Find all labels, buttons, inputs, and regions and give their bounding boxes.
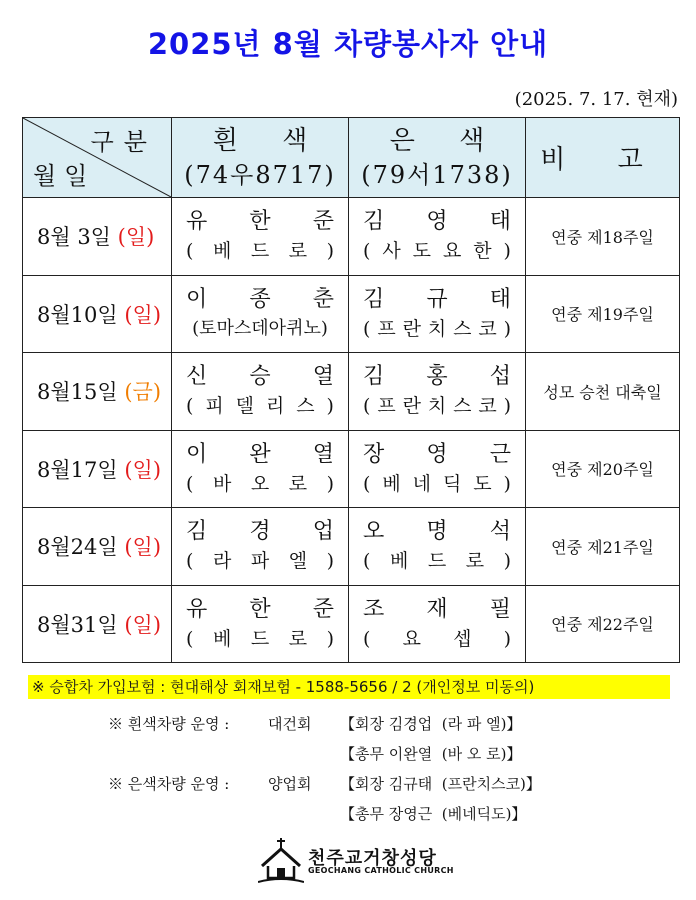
white-car-plate: (74우8717) [184, 160, 336, 189]
table-row [23, 275, 680, 353]
baptismal-char: ) [503, 240, 511, 263]
baptismal-char: ) [503, 550, 511, 573]
weekday: (일) [124, 457, 162, 482]
silver-volunteer-name [363, 440, 511, 470]
church-name-korean: 천주교거창성당 [308, 848, 437, 869]
white-volunteer-name [186, 207, 334, 237]
baptismal-char: ( [186, 240, 194, 263]
white-volunteer-cell [172, 585, 349, 663]
weekday: (일) [124, 302, 162, 327]
name-char: 조 [363, 596, 385, 622]
baptismal-char: 드 [427, 550, 447, 573]
silver-volunteer-cell [349, 585, 526, 663]
church-logo [258, 836, 458, 886]
baptismal-char: ( [363, 395, 371, 418]
date-cell [23, 353, 172, 431]
page-title: 2025년 8월 차량봉사자 안내 [147, 27, 549, 61]
silver-car-label: 은 색 [389, 125, 503, 156]
white-volunteer-name [186, 517, 334, 547]
baptismal-char: ) [326, 472, 334, 495]
silver-baptismal-name [363, 315, 511, 343]
schedule-table [22, 117, 680, 663]
baptismal-char: 치 [427, 317, 447, 340]
silver-volunteer-name [363, 517, 511, 547]
baptismal-char: ) [503, 395, 511, 418]
baptismal-char: ( [363, 472, 371, 495]
note-cell: 연중 제21주일 [526, 508, 680, 586]
name-char: 명 [426, 519, 448, 545]
name-char: 업 [312, 519, 334, 545]
date-cell [23, 508, 172, 586]
name-char: 영 [426, 441, 448, 467]
white-volunteer-cell [172, 353, 349, 431]
baptismal-char: 코 [478, 317, 497, 340]
silver-volunteer-name [363, 285, 511, 315]
white-volunteer-cell [172, 198, 349, 276]
silver-baptismal-name [363, 470, 511, 498]
baptismal-char: 베 [382, 472, 401, 495]
date-cell [23, 198, 172, 276]
baptismal-char: ( [186, 550, 194, 573]
white-baptismal-name [186, 625, 334, 653]
white-baptismal-name [186, 547, 334, 575]
note-cell: 연중 제22주일 [526, 585, 680, 663]
baptismal-char: 네 [412, 472, 432, 495]
baptismal-char: 드 [250, 627, 270, 650]
white-ops-label: ※ 흰색차량 운영 : [108, 715, 230, 733]
table-row [23, 585, 680, 663]
name-char: 한 [249, 596, 271, 622]
baptismal-char: 엘 [288, 550, 308, 573]
baptismal-char: 로 [288, 472, 308, 495]
date-text: 8월24일 [37, 535, 118, 560]
silver-volunteer-cell [349, 430, 526, 508]
date-cell [23, 430, 172, 508]
baptismal-char: ( [186, 627, 194, 650]
baptismal-char: 피 [205, 395, 224, 418]
name-char: 종 [249, 286, 271, 312]
white-baptismal-name [186, 392, 334, 420]
silver-ops-chair: 【회장 김규태 (프란치스코)】 [340, 775, 541, 793]
silver-volunteer-cell [349, 508, 526, 586]
silver-baptismal-name [363, 547, 511, 575]
name-char: 태 [489, 209, 511, 235]
weekday: (금) [124, 380, 162, 405]
baptismal-char: 스 [453, 317, 472, 340]
baptismal-char: 요 [442, 240, 462, 263]
as-of-date: (2025. 7. 17. 현재) [514, 89, 678, 110]
name-char: 춘 [312, 286, 334, 312]
baptismal-char: 리 [265, 395, 285, 418]
baptismal-char: ( [363, 550, 371, 573]
name-char: 유 [186, 209, 208, 235]
note-cell: 연중 제19주일 [526, 275, 680, 353]
note-cell: 연중 제20주일 [526, 430, 680, 508]
baptismal-char: 요 [402, 627, 421, 650]
baptismal-char: 사 [382, 240, 401, 263]
silver-volunteer-cell [349, 275, 526, 353]
white-volunteer-name [186, 595, 334, 625]
name-char: 준 [312, 209, 334, 235]
baptismal-char: 코 [478, 395, 497, 418]
baptismal-char: 파 [250, 550, 270, 573]
weekday: (일) [124, 612, 162, 637]
name-char: 재 [426, 596, 448, 622]
name-char: 이 [186, 441, 208, 467]
silver-volunteer-cell [349, 198, 526, 276]
baptismal-char: 오 [250, 472, 270, 495]
baptismal-char: 베 [212, 627, 232, 650]
name-char: 준 [312, 596, 334, 622]
insurance-notice: ※ 승합차 가입보험 : 현대해상 회재보험 - 1588-5656 / 2 (개인정보 미동의) [28, 675, 670, 699]
note-cell: 성모 승천 대축일 [526, 353, 680, 431]
header-diagonal-cell [23, 118, 172, 198]
name-char: 이 [186, 286, 208, 312]
white-ops-chair: 【회장 김경업 (라 파 엘)】 [340, 715, 522, 733]
name-char: 김 [363, 364, 385, 390]
baptismal-char: 스 [453, 395, 472, 418]
church-icon [258, 836, 304, 884]
white-baptismal-name [186, 237, 334, 265]
silver-baptismal-name [363, 625, 511, 653]
name-char: 경 [249, 519, 271, 545]
baptismal-char: 베 [212, 240, 232, 263]
table-row [23, 508, 680, 586]
baptismal-char: 란 [402, 317, 421, 340]
name-char: 필 [489, 596, 511, 622]
white-volunteer-cell [172, 508, 349, 586]
name-char: 신 [186, 364, 208, 390]
white-ops-secretary: 【총무 이완열 (바 오 로)】 [340, 745, 522, 763]
baptismal-char: 치 [427, 395, 447, 418]
note-cell: 연중 제18주일 [526, 198, 680, 276]
header-note: 비 고 [526, 118, 680, 198]
white-volunteer-name [186, 362, 334, 392]
baptismal-char: 델 [235, 395, 255, 418]
white-ops-group: 대건회 [268, 715, 312, 733]
baptismal-char: 프 [377, 395, 396, 418]
baptismal-char: 프 [377, 317, 396, 340]
weekday: (일) [124, 535, 162, 560]
header-white-car [172, 118, 349, 198]
date-text: 8월15일 [37, 380, 118, 405]
silver-ops-group: 양업회 [268, 775, 312, 793]
weekday: (일) [117, 225, 155, 250]
baptismal-char: 라 [212, 550, 232, 573]
white-volunteer-name [186, 440, 334, 470]
name-char: 근 [489, 441, 511, 467]
church-name-english: GEOCHANG CATHOLIC CHURCH [308, 866, 454, 875]
baptismal-char: 로 [288, 240, 308, 263]
baptismal-char: ) [326, 627, 334, 650]
name-char: 한 [249, 209, 271, 235]
silver-volunteer-name [363, 207, 511, 237]
name-char: 김 [186, 519, 208, 545]
silver-volunteer-name [363, 595, 511, 625]
white-baptismal-name [186, 470, 334, 498]
date-cell [23, 585, 172, 663]
name-char: 석 [489, 519, 511, 545]
name-char: 유 [186, 596, 208, 622]
baptismal-char: ) [503, 472, 511, 495]
baptismal-char: 바 [212, 472, 232, 495]
white-volunteer-cell [172, 430, 349, 508]
baptismal-char: ( [363, 627, 371, 650]
table-row [23, 198, 680, 276]
baptismal-char: ) [503, 317, 511, 340]
baptismal-char: 스 [296, 395, 315, 418]
date-text: 8월17일 [37, 457, 118, 482]
baptismal-char: 드 [250, 240, 270, 263]
silver-baptismal-name [363, 237, 511, 265]
name-char: 규 [426, 286, 448, 312]
name-char: 영 [426, 209, 448, 235]
white-baptismal-name [186, 315, 334, 343]
date-text: 8월31일 [37, 612, 118, 637]
date-text: 8월 3일 [37, 225, 111, 250]
baptismal-char: ) [326, 550, 334, 573]
silver-volunteer-name [363, 362, 511, 392]
table-row [23, 353, 680, 431]
name-char: 열 [312, 441, 334, 467]
baptismal-char: ( [363, 240, 371, 263]
silver-ops-label: ※ 은색차량 운영 : [108, 775, 230, 793]
name-char: 장 [363, 441, 385, 467]
name-char: 홍 [426, 364, 448, 390]
silver-car-plate: (79서1738) [361, 160, 513, 189]
name-char: 태 [489, 286, 511, 312]
baptismal-char: 딕 [442, 472, 462, 495]
baptismal-char: 로 [288, 627, 308, 650]
baptismal-char: ) [503, 627, 511, 650]
table-header-row [23, 118, 680, 198]
name-char: 김 [363, 286, 385, 312]
white-volunteer-name [186, 285, 334, 315]
baptismal-char: ) [326, 240, 334, 263]
baptismal-char: 셉 [453, 627, 472, 650]
baptismal-char: ( [186, 472, 194, 495]
table-row [23, 430, 680, 508]
date-text: 8월10일 [37, 302, 118, 327]
baptismal-char: 란 [402, 395, 421, 418]
baptismal-char: ( [363, 317, 371, 340]
name-char: 섭 [489, 364, 511, 390]
baptismal-char: (토마스데아퀴노) [192, 317, 328, 339]
baptismal-char: 도 [412, 240, 432, 263]
name-char: 승 [249, 364, 271, 390]
silver-baptismal-name [363, 392, 511, 420]
silver-ops-secretary: 【총무 장영근 (베네딕도)】 [340, 805, 527, 823]
header-gubun: 구분 [90, 128, 157, 156]
baptismal-char: ( [186, 395, 194, 418]
header-silver-car [349, 118, 526, 198]
white-car-label: 흰 색 [212, 125, 326, 156]
name-char: 오 [363, 519, 385, 545]
date-cell [23, 275, 172, 353]
white-volunteer-cell [172, 275, 349, 353]
baptismal-char: 베 [389, 550, 409, 573]
baptismal-char: 로 [465, 550, 485, 573]
baptismal-char: 도 [473, 472, 492, 495]
header-wolil: 월일 [33, 162, 96, 190]
baptismal-char: ) [326, 395, 334, 418]
name-char: 열 [312, 364, 334, 390]
silver-volunteer-cell [349, 353, 526, 431]
name-char: 완 [249, 441, 271, 467]
baptismal-char: 한 [473, 240, 492, 263]
name-char: 김 [363, 209, 385, 235]
